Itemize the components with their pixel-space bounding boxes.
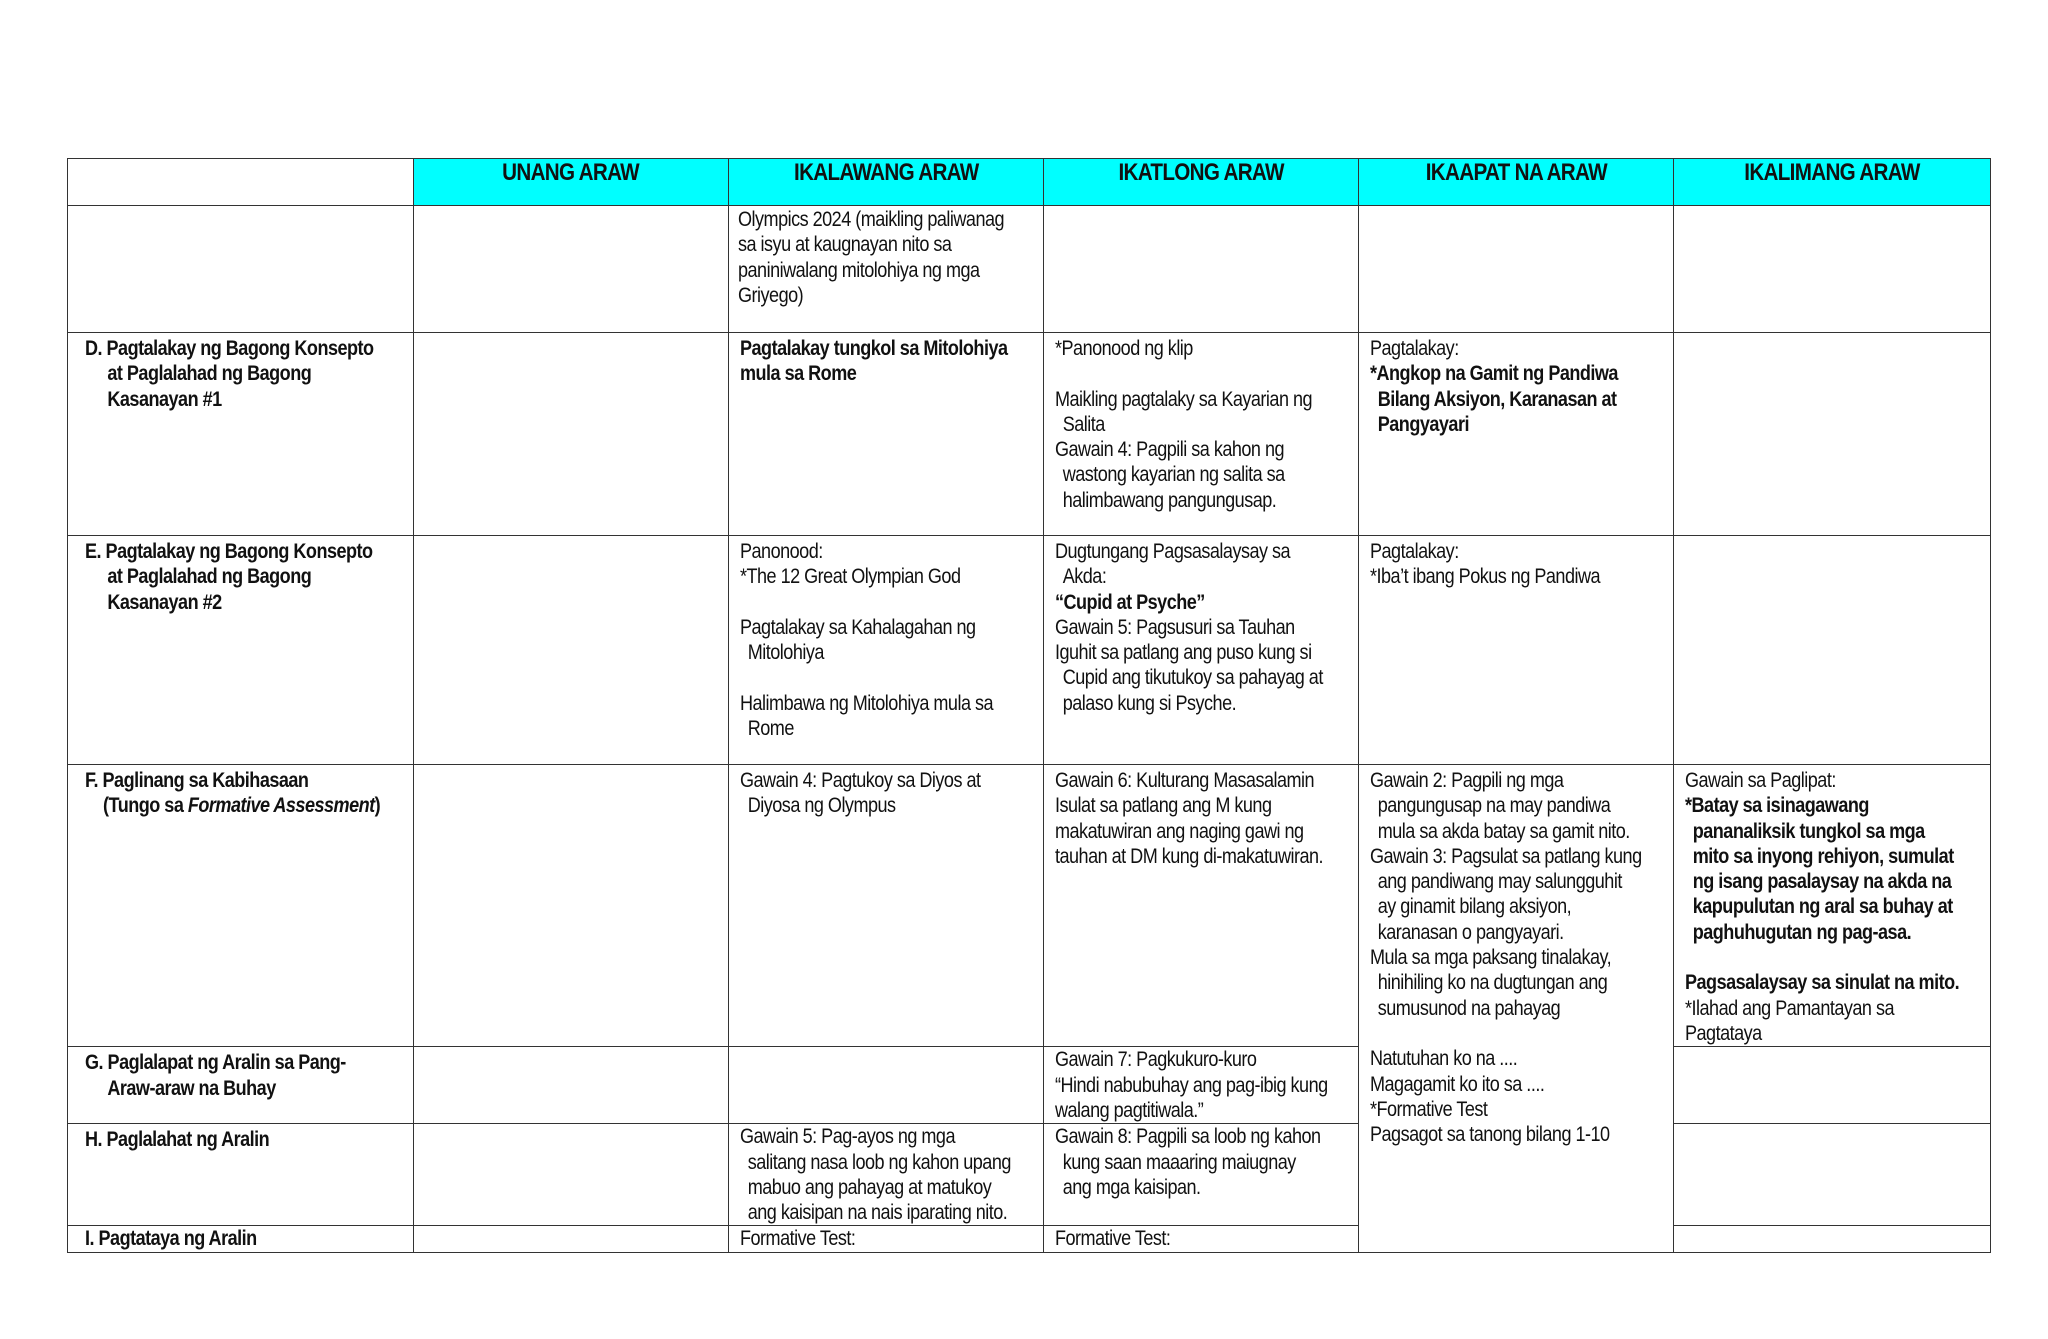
cell-text: ng isang pasalaysay na akda na — [1692, 870, 1952, 894]
cell-text: Pagtalakay tungkol sa Mitolohiya — [740, 337, 1008, 360]
day1-cell — [414, 333, 729, 536]
story-title: “Cupid at Psyche” — [1055, 590, 1205, 614]
cell-text: *Formative Test — [1370, 1097, 1488, 1121]
row-label: Araw-araw na Buhay — [107, 1076, 276, 1100]
cell-text: ang kaisipan na nais iparating nito. — [747, 1201, 1008, 1225]
cell-text: walang pagtitiwala.” — [1055, 1098, 1204, 1122]
row-label-cell — [68, 765, 414, 1047]
row-label-cell — [68, 333, 414, 536]
day1-cell — [414, 1047, 729, 1124]
header-day-2 — [729, 159, 1044, 206]
cell-text: mito sa inyong rehiyon, sumulat — [1692, 844, 1954, 868]
cell-text: Gawain 5: Pag-ayos ng mga — [740, 1125, 955, 1149]
header-day-4 — [1359, 159, 1674, 206]
cell-text: Magagamit ko ito sa .... — [1370, 1072, 1545, 1096]
header-day-3 — [1044, 159, 1359, 206]
row-label: I. Pagtataya ng Aralin — [85, 1227, 257, 1251]
cell-text: pananaliksik tungkol sa mga — [1692, 819, 1925, 843]
header-label: IKALAWANG ARAW — [793, 159, 979, 186]
table-row-h — [68, 1124, 1991, 1226]
cell-text: ang pandiwang may salungguhit — [1377, 870, 1622, 894]
table-row-g — [68, 1047, 1991, 1124]
cell-text: Olympics 2024 (maikling paliwanag — [738, 208, 1005, 231]
header-day-1 — [414, 159, 729, 206]
day3-cell — [1044, 206, 1359, 333]
cell-text: hinihiling ko na dugtungan ang — [1377, 971, 1608, 995]
cell-text: mabuo ang pahayag at matukoy — [747, 1175, 992, 1199]
cell-text: Rome — [747, 717, 794, 741]
cell-text: ay ginamit bilang aksiyon, — [1377, 895, 1572, 919]
cell-text: *Panonood ng klip — [1055, 337, 1193, 360]
day3-cell — [1044, 333, 1359, 536]
row-label: Kasanayan #2 — [107, 590, 222, 614]
table-row-d — [68, 333, 1991, 536]
cell-text: ang mga kaisipan. — [1062, 1175, 1201, 1199]
cell-text: Pagsasalaysay sa sinulat na mito. — [1685, 971, 1960, 995]
cell-text: Gawain 5: Pagsusuri sa Tauhan — [1055, 615, 1295, 639]
cell-text: *Batay sa isinagawang — [1685, 794, 1869, 818]
table-row-continuation — [68, 206, 1991, 333]
cell-text: halimbawang pangungusap. — [1062, 488, 1277, 512]
cell-text: Pagsagot sa tanong bilang 1-10 — [1370, 1123, 1610, 1147]
day4-cell — [1359, 206, 1674, 333]
cell-text: sumusunod na pahayag — [1377, 996, 1561, 1020]
day3-cell — [1044, 765, 1359, 1047]
cell-text: Gawain sa Paglipat: — [1685, 769, 1836, 792]
row-label-part: ) — [374, 794, 381, 818]
row-label: at Paglalahad ng Bagong — [107, 362, 312, 386]
day1-cell — [414, 1226, 729, 1252]
cell-text: *The 12 Great Olympian God — [740, 565, 961, 589]
cell-text: Gawain 4: Pagtukoy sa Diyos at — [740, 769, 981, 792]
day5-cell — [1674, 1226, 1991, 1252]
cell-text: Gawain 8: Pagpili sa loob ng kahon — [1055, 1125, 1321, 1149]
cell-text: Bilang Aksiyon, Karanasan at — [1377, 387, 1617, 411]
cell-text: kung saan maaaring maiugnay — [1062, 1150, 1296, 1174]
day2-cell — [729, 1226, 1044, 1252]
header-label: IKATLONG ARAW — [1118, 159, 1284, 186]
day5-cell — [1674, 206, 1991, 333]
day4-cell — [1359, 333, 1674, 536]
header-row — [68, 159, 1991, 206]
row-label-cell — [68, 1124, 414, 1226]
row-label-part: Formative Assessment — [187, 794, 375, 818]
cell-text: Mitolohiya — [747, 641, 824, 665]
day4-cell — [1359, 536, 1674, 765]
table-row-e — [68, 536, 1991, 765]
day1-cell — [414, 206, 729, 333]
row-label: D. Pagtalakay ng Bagong Konsepto — [85, 337, 374, 360]
cell-text: Pagtataya — [1685, 1021, 1762, 1045]
cell-text: Cupid ang tikutukoy sa pahayag at — [1062, 666, 1323, 690]
cell-text: mula sa Rome — [740, 362, 857, 386]
cell-text: tauhan at DM kung di-makatuwiran. — [1055, 844, 1324, 868]
cell-text: pangungusap na may pandiwa — [1377, 794, 1611, 818]
day5-cell — [1674, 1047, 1991, 1124]
day5-cell — [1674, 765, 1991, 1047]
table-row-i — [68, 1226, 1991, 1252]
day2-cell — [729, 333, 1044, 536]
cell-text: Griyego) — [738, 283, 804, 307]
day3-cell — [1044, 1124, 1359, 1226]
cell-text: Halimbawa ng Mitolohiya mula sa — [740, 691, 994, 715]
cell-text: Gawain 6: Kulturang Masasalamin — [1055, 769, 1315, 792]
day2-cell — [729, 765, 1044, 1047]
cell-text: mula sa akda batay sa gamit nito. — [1377, 819, 1630, 843]
cell-text: Pangyayari — [1377, 412, 1469, 436]
cell-text: Gawain 7: Pagkukuro-kuro — [1055, 1048, 1257, 1072]
cell-text: wastong kayarian ng salita sa — [1062, 463, 1285, 487]
day1-cell — [414, 765, 729, 1047]
cell-text: Mula sa mga paksang tinalakay, — [1370, 946, 1612, 970]
cell-text: Formative Test: — [1055, 1227, 1171, 1251]
cell-text: Gawain 2: Pagpili ng mga — [1370, 769, 1564, 792]
cell-text: Pagtalakay: — [1370, 337, 1459, 360]
day5-cell — [1674, 1124, 1991, 1226]
day1-cell — [414, 536, 729, 765]
row-label-part: (Tungo sa — [103, 794, 188, 818]
row-label: E. Pagtalakay ng Bagong Konsepto — [85, 540, 373, 563]
cell-text: Isulat sa patlang ang M kung — [1055, 794, 1272, 818]
cell-text: kapupulutan ng aral sa buhay at — [1692, 895, 1953, 919]
day2-cell — [729, 536, 1044, 765]
row-label-cell — [68, 536, 414, 765]
day4-merged-cell — [1359, 765, 1674, 1253]
cell-text: Formative Test: — [740, 1227, 856, 1251]
day3-cell — [1044, 1226, 1359, 1252]
cell-text: Diyosa ng Olympus — [747, 794, 896, 818]
cell-text: *Ilahad ang Pamantayan sa — [1685, 996, 1895, 1020]
cell-text: Natutuhan ko na .... — [1370, 1047, 1518, 1071]
day2-cell — [729, 206, 1044, 333]
cell-text: *Iba’t ibang Pokus ng Pandiwa — [1370, 565, 1601, 589]
row-label: F. Paglinang sa Kabihasaan — [85, 769, 309, 792]
row-label: at Paglalahad ng Bagong — [107, 565, 312, 589]
cell-text: paghuhugutan ng pag-asa. — [1692, 920, 1912, 944]
header-label: UNANG ARAW — [502, 159, 640, 186]
cell-text: “Hindi nabubuhay ang pag-ibig kung — [1055, 1073, 1328, 1097]
table-row-f — [68, 765, 1991, 1047]
cell-text: palaso kung si Psyche. — [1062, 691, 1237, 715]
day1-cell — [414, 1124, 729, 1226]
row-label: G. Paglalapat ng Aralin sa Pang- — [85, 1051, 346, 1075]
day5-cell — [1674, 536, 1991, 765]
day2-cell — [729, 1124, 1044, 1226]
cell-text: Gawain 3: Pagsulat sa patlang kung — [1370, 844, 1642, 868]
day3-cell — [1044, 1047, 1359, 1124]
cell-text: Salita — [1062, 412, 1105, 436]
cell-text: salitang nasa loob ng kahon upang — [747, 1150, 1011, 1174]
cell-text: karanasan o pangyayari. — [1377, 920, 1564, 944]
row-label-cell — [68, 1047, 414, 1124]
cell-text: Dugtungang Pagsasalaysay sa — [1055, 540, 1291, 563]
cell-text: makatuwiran ang naging gawi ng — [1055, 819, 1304, 843]
header-blank-cell — [68, 159, 414, 206]
row-label-cell — [68, 1226, 414, 1252]
row-label-cell — [68, 206, 414, 333]
header-day-5 — [1674, 159, 1991, 206]
day3-cell — [1044, 536, 1359, 765]
cell-text: paniniwalang mitolohiya ng mga — [738, 258, 980, 282]
cell-text: *Angkop na Gamit ng Pandiwa — [1370, 362, 1618, 386]
cell-text: Panonood: — [740, 540, 823, 563]
header-label: IKALIMANG ARAW — [1744, 159, 1920, 186]
cell-text: Pagtalakay sa Kahalagahan ng — [740, 615, 976, 639]
lesson-plan-table — [67, 158, 1991, 1253]
cell-text: Akda: — [1062, 565, 1107, 589]
row-label: Kasanayan #1 — [107, 387, 222, 411]
header-label: IKAAPAT NA ARAW — [1425, 159, 1607, 186]
day2-cell — [729, 1047, 1044, 1124]
cell-text: Maikling pagtalaky sa Kayarian ng — [1055, 387, 1313, 411]
row-label — [85, 793, 381, 818]
cell-text: sa isyu at kaugnayan nito sa — [738, 233, 952, 257]
cell-text: Pagtalakay: — [1370, 540, 1459, 563]
cell-text: Iguhit sa patlang ang puso kung si — [1055, 641, 1312, 665]
day5-cell — [1674, 333, 1991, 536]
row-label: H. Paglalahat ng Aralin — [85, 1128, 270, 1152]
cell-text: Gawain 4: Pagpili sa kahon ng — [1055, 438, 1285, 462]
